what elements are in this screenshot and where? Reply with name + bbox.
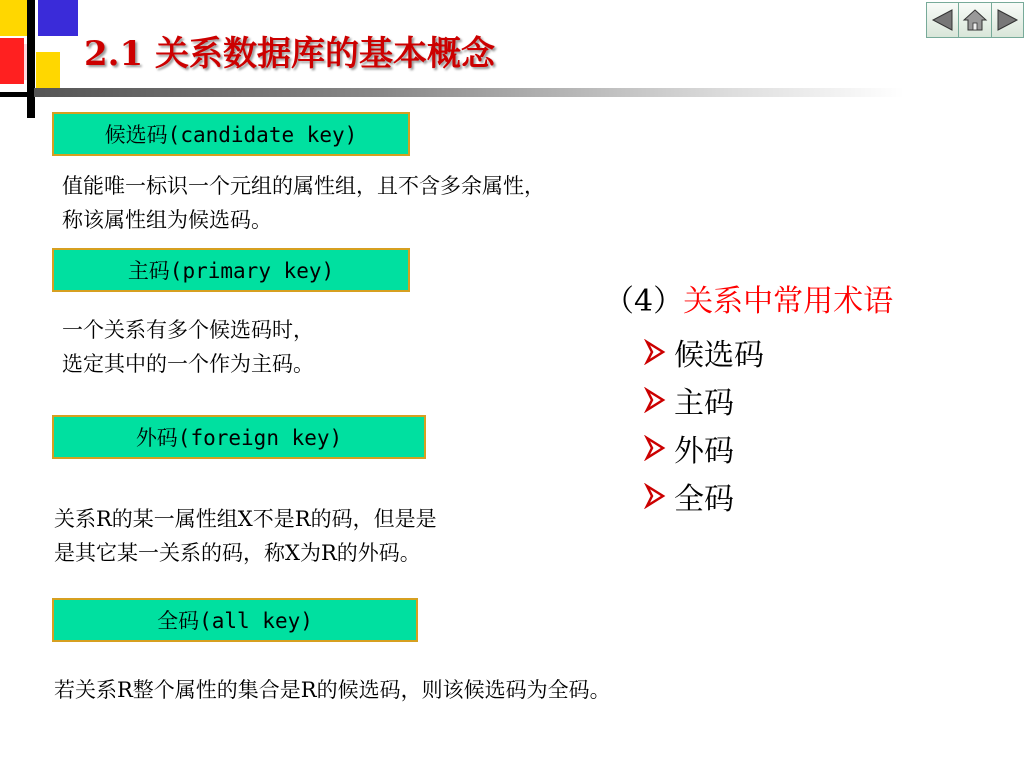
- primary-key-description-line2: 选定其中的一个作为主码。: [62, 352, 314, 376]
- list-item: [644, 474, 734, 518]
- foreign-key-label-box: 外码(foreign key): [52, 415, 426, 459]
- decor-line: [0, 92, 36, 97]
- list-item: [644, 426, 734, 470]
- arrow-bullet-icon: [644, 387, 666, 413]
- decor-block: [38, 0, 78, 36]
- list-item: [644, 330, 764, 374]
- term-label: 候选码: [674, 338, 764, 373]
- term-label: 主码: [674, 386, 734, 421]
- slide-title: 2.1 关系数据库的基本概念: [84, 34, 495, 74]
- terms-heading-number: （4）: [604, 284, 684, 319]
- foreign-key-description-line2: 是其它某一关系的码，称X为R的外码。: [54, 541, 421, 565]
- forward-button[interactable]: [992, 3, 1023, 37]
- primary-key-label-box: 主码(primary key): [52, 248, 410, 292]
- decor-block: [0, 0, 30, 36]
- foreign-key-description-line1: 关系R的某一属性组X不是R的码，但是是: [54, 507, 437, 531]
- candidate-key-description-line1: 值能唯一标识一个元组的属性组，且不含多余属性，: [62, 174, 545, 198]
- terms-heading: [604, 276, 893, 320]
- arrow-bullet-icon: [644, 339, 666, 365]
- decor-block: [0, 38, 24, 84]
- terms-heading-text: 关系中常用术语: [683, 284, 894, 319]
- decor-block: [36, 52, 60, 88]
- right-triangle-icon: [994, 7, 1020, 33]
- primary-key-description-line1: 一个关系有多个候选码时，: [62, 318, 314, 342]
- decor-line: [27, 0, 35, 118]
- all-key-label-box: 全码(all key): [52, 598, 418, 642]
- candidate-key-label-box: 候选码(candidate key): [52, 112, 410, 156]
- candidate-key-description-line2: 称该属性组为候选码。: [62, 208, 272, 232]
- list-item: [644, 378, 734, 422]
- title-underline-bar: [34, 88, 904, 97]
- slide-navigation: [926, 2, 1024, 38]
- arrow-bullet-icon: [644, 435, 666, 461]
- left-triangle-icon: [930, 7, 956, 33]
- home-button[interactable]: [959, 3, 991, 37]
- back-button[interactable]: [927, 3, 959, 37]
- term-label: 外码: [674, 434, 734, 469]
- home-icon: [962, 7, 988, 33]
- arrow-bullet-icon: [644, 483, 666, 509]
- all-key-description: 若关系R整个属性的集合是R的候选码，则该候选码为全码。: [54, 678, 611, 702]
- term-label: 全码: [674, 482, 734, 517]
